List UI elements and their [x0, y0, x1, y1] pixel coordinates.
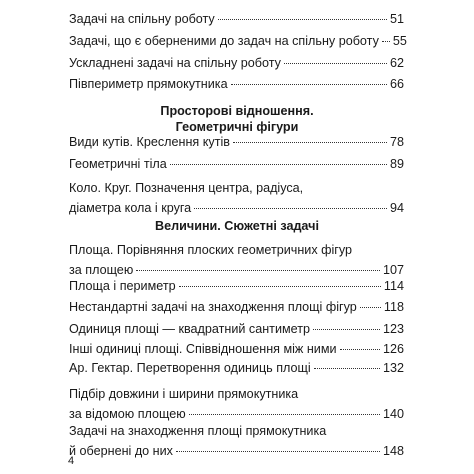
toc-page-number: 132: [382, 361, 404, 375]
toc-page-number: 114: [383, 279, 404, 293]
toc-entry-title: Задачі на спільну роботу: [69, 12, 215, 26]
dot-leader: [382, 41, 390, 42]
dot-leader: [340, 349, 380, 350]
toc-entry: [69, 240, 404, 280]
page-number-folio: 4: [68, 455, 75, 467]
toc-entry-line: Площа. Порівняння плоских геометричних фігур: [69, 243, 353, 257]
toc-entry: [69, 297, 404, 317]
toc-entry-line: Коло. Круг. Позначення центра, радіуса,: [69, 181, 304, 195]
toc-entry-title: й обернені до них: [69, 444, 173, 458]
toc-entry-title: Інші одиниці площі. Співвідношення між ними: [69, 342, 337, 356]
toc-entry-title: Види кутів. Креслення кутів: [69, 135, 230, 149]
toc-page-number: 78: [389, 135, 404, 149]
toc-entry-title: діаметра кола і круга: [69, 201, 192, 215]
toc-entry-title: Ар. Гектар. Перетворення одиниць площі: [69, 361, 311, 375]
section-heading-line-1: Просторові відношення.: [160, 104, 314, 118]
toc-entry-title: Ускладнені задачі на спільну роботу: [69, 56, 281, 70]
toc-page-number: 126: [382, 342, 404, 356]
toc-entry: [69, 384, 404, 424]
toc-entry: [69, 358, 404, 378]
toc-entry-row: [69, 297, 404, 317]
toc-entry-row: [69, 276, 404, 296]
toc-entry-title: Півпериметр прямокутника: [69, 77, 228, 91]
toc-entry-title: за відомою площею: [69, 407, 186, 421]
toc-entry: [69, 9, 404, 29]
toc-entry-row: [69, 358, 404, 378]
dot-leader: [189, 414, 380, 415]
toc-entry-row: [69, 154, 404, 174]
toc-entry-row: [69, 132, 404, 152]
dot-leader: [194, 208, 387, 209]
dot-leader: [218, 19, 387, 20]
toc-page-number: 66: [389, 77, 404, 91]
toc-entry: [69, 421, 404, 461]
toc-entry-line: Підбір довжини і ширини прямокутника: [69, 387, 299, 401]
toc-entry-row: [69, 74, 404, 94]
toc-entry: [69, 339, 404, 359]
toc-entry: [69, 319, 404, 339]
toc-page-number: 94: [389, 201, 404, 215]
dot-leader: [313, 329, 380, 330]
toc-entry-row: [69, 319, 404, 339]
toc-page-number: 107: [382, 263, 404, 277]
toc-page-number: 118: [383, 300, 404, 314]
toc-page-number: 148: [382, 444, 404, 458]
section-heading-line-1: Величини. Сюжетні задачі: [155, 219, 319, 233]
toc-entry-row: [69, 339, 404, 359]
section-heading-line-2: Геометричні фігури: [175, 120, 299, 134]
toc-entry: [69, 154, 404, 174]
toc-entry-title: Геометричні тіла: [69, 157, 167, 171]
toc-entry: [69, 53, 404, 73]
toc-page-number: 55: [392, 34, 407, 48]
toc-entry: [69, 178, 404, 218]
toc-entry: [69, 132, 404, 152]
toc-entry-row: [69, 53, 404, 73]
toc-entry: [69, 276, 404, 296]
section-heading-quantities: [0, 218, 474, 234]
toc-entry-title: Площа і периметр: [69, 279, 176, 293]
toc-page-number: 123: [382, 322, 404, 336]
toc-entry-row: [69, 31, 407, 51]
toc-entry-row: [69, 9, 404, 29]
dot-leader: [284, 63, 387, 64]
dot-leader: [176, 451, 380, 452]
toc-entry-row: [69, 198, 404, 218]
toc-entry: [69, 31, 407, 51]
toc-entry: [69, 74, 404, 94]
toc-entry-title: за площею: [69, 263, 134, 277]
toc-page-number: 62: [389, 56, 404, 70]
toc-page-number: 140: [382, 407, 404, 421]
toc-entry-title: Нестандартні задачі на знаходження площі фігур: [69, 300, 357, 314]
dot-leader: [170, 164, 387, 165]
toc-page-number: 89: [389, 157, 404, 171]
toc-entry-line: Задачі на знаходження площі прямокутника: [69, 424, 327, 438]
dot-leader: [179, 286, 381, 287]
dot-leader: [233, 142, 387, 143]
toc-page-number: 51: [389, 12, 404, 26]
toc-entry-title: Одиниця площі — квадратний сантиметр: [69, 322, 310, 336]
dot-leader: [360, 307, 381, 308]
dot-leader: [231, 84, 387, 85]
dot-leader: [314, 368, 380, 369]
toc-entry-row: [69, 441, 404, 461]
section-heading-spatial: [0, 103, 474, 135]
toc-entry-title: Задачі, що є оберненими до задач на спільну роботу: [69, 34, 379, 48]
dot-leader: [136, 270, 380, 271]
